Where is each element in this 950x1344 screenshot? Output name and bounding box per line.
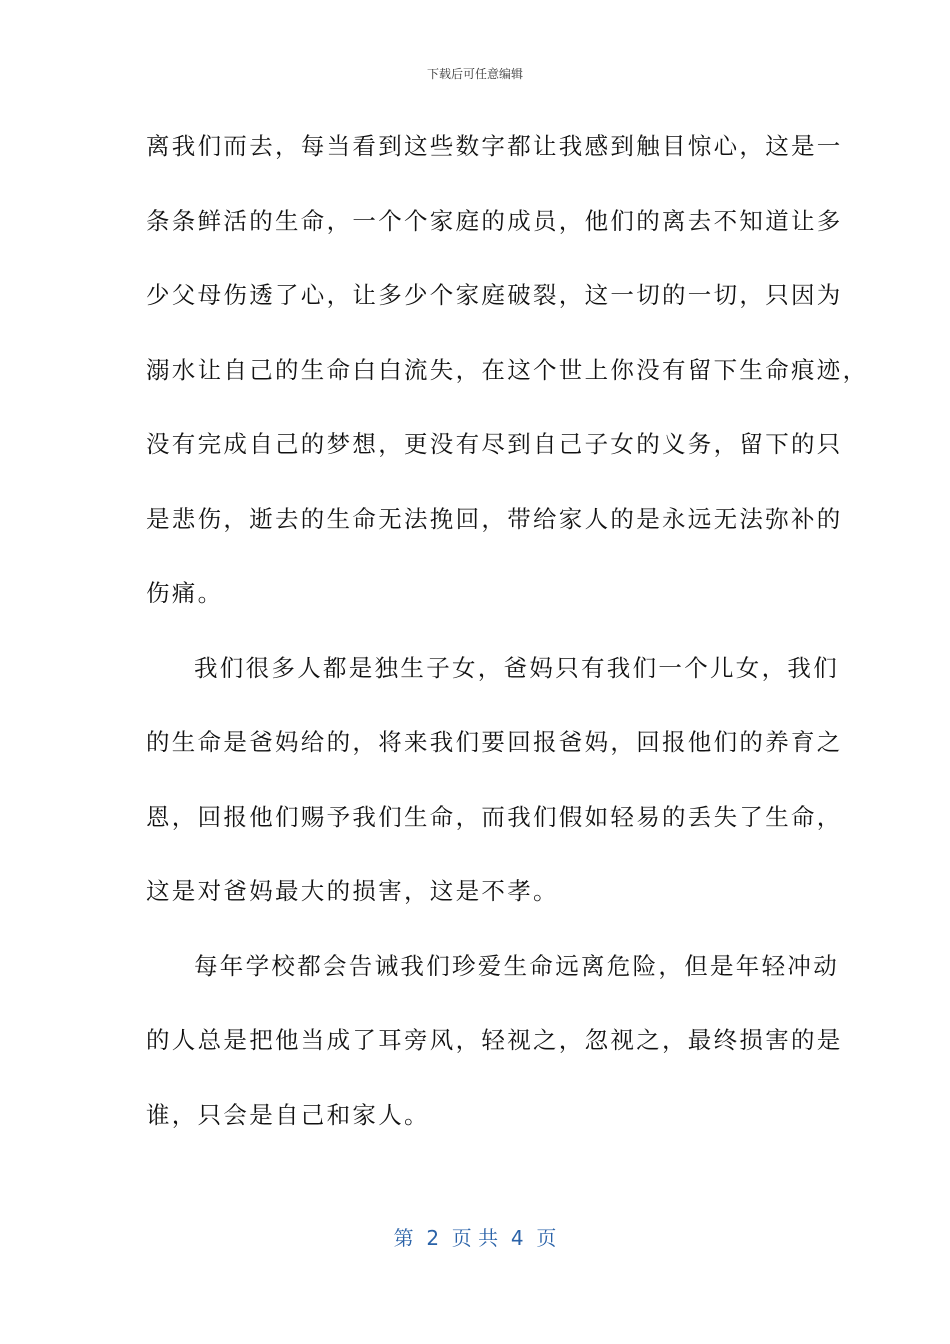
- text-line: 我们很多人都是独生子女，爸妈只有我们一个儿女，我们: [194, 653, 839, 682]
- text-line: 少父母伤透了心，让多少个家庭破裂，这一切的一切，只因为: [146, 281, 843, 309]
- text-line: 这是对爸妈最大的损害，这是不孝。: [146, 877, 559, 905]
- text-line: 伤痛。: [146, 579, 224, 607]
- paragraph-2: [146, 638, 843, 936]
- text-line: 是悲伤，逝去的生命无法挽回，带给家人的是永远无法弥补的: [146, 504, 843, 533]
- paragraph-1: [146, 116, 869, 638]
- document-body: [146, 116, 869, 1159]
- text-line: 的生命是爸妈给的，将来我们要回报爸妈，回报他们的养育之: [146, 728, 843, 756]
- text-line: 溺水让自己的生命白白流失，在这个世上你没有留下生命痕迹，: [146, 355, 869, 384]
- text-line: 每年学校都会告诫我们珍爱生命远离危险，但是年轻冲动: [194, 951, 839, 980]
- text-line: 谁，只会是自己和家人。: [146, 1100, 430, 1129]
- page-number-footer: 第 2 页 共 4 页: [393, 1226, 557, 1250]
- paragraph-3: [146, 936, 843, 1160]
- text-line: 的人总是把他当成了耳旁风，轻视之，忽视之，最终损害的是: [146, 1026, 843, 1054]
- text-line: 没有完成自己的梦想，更没有尽到自己子女的义务，留下的只: [146, 430, 843, 458]
- page-header: 下载后可任意编辑: [426, 67, 523, 81]
- text-line: 条条鲜活的生命，一个个家庭的成员，他们的离去不知道让多: [146, 206, 843, 235]
- text-line: 离我们而去，每当看到这些数字都让我感到触目惊心，这是一: [146, 132, 843, 160]
- text-line: 恩，回报他们赐予我们生命，而我们假如轻易的丢失了生命，: [146, 802, 843, 831]
